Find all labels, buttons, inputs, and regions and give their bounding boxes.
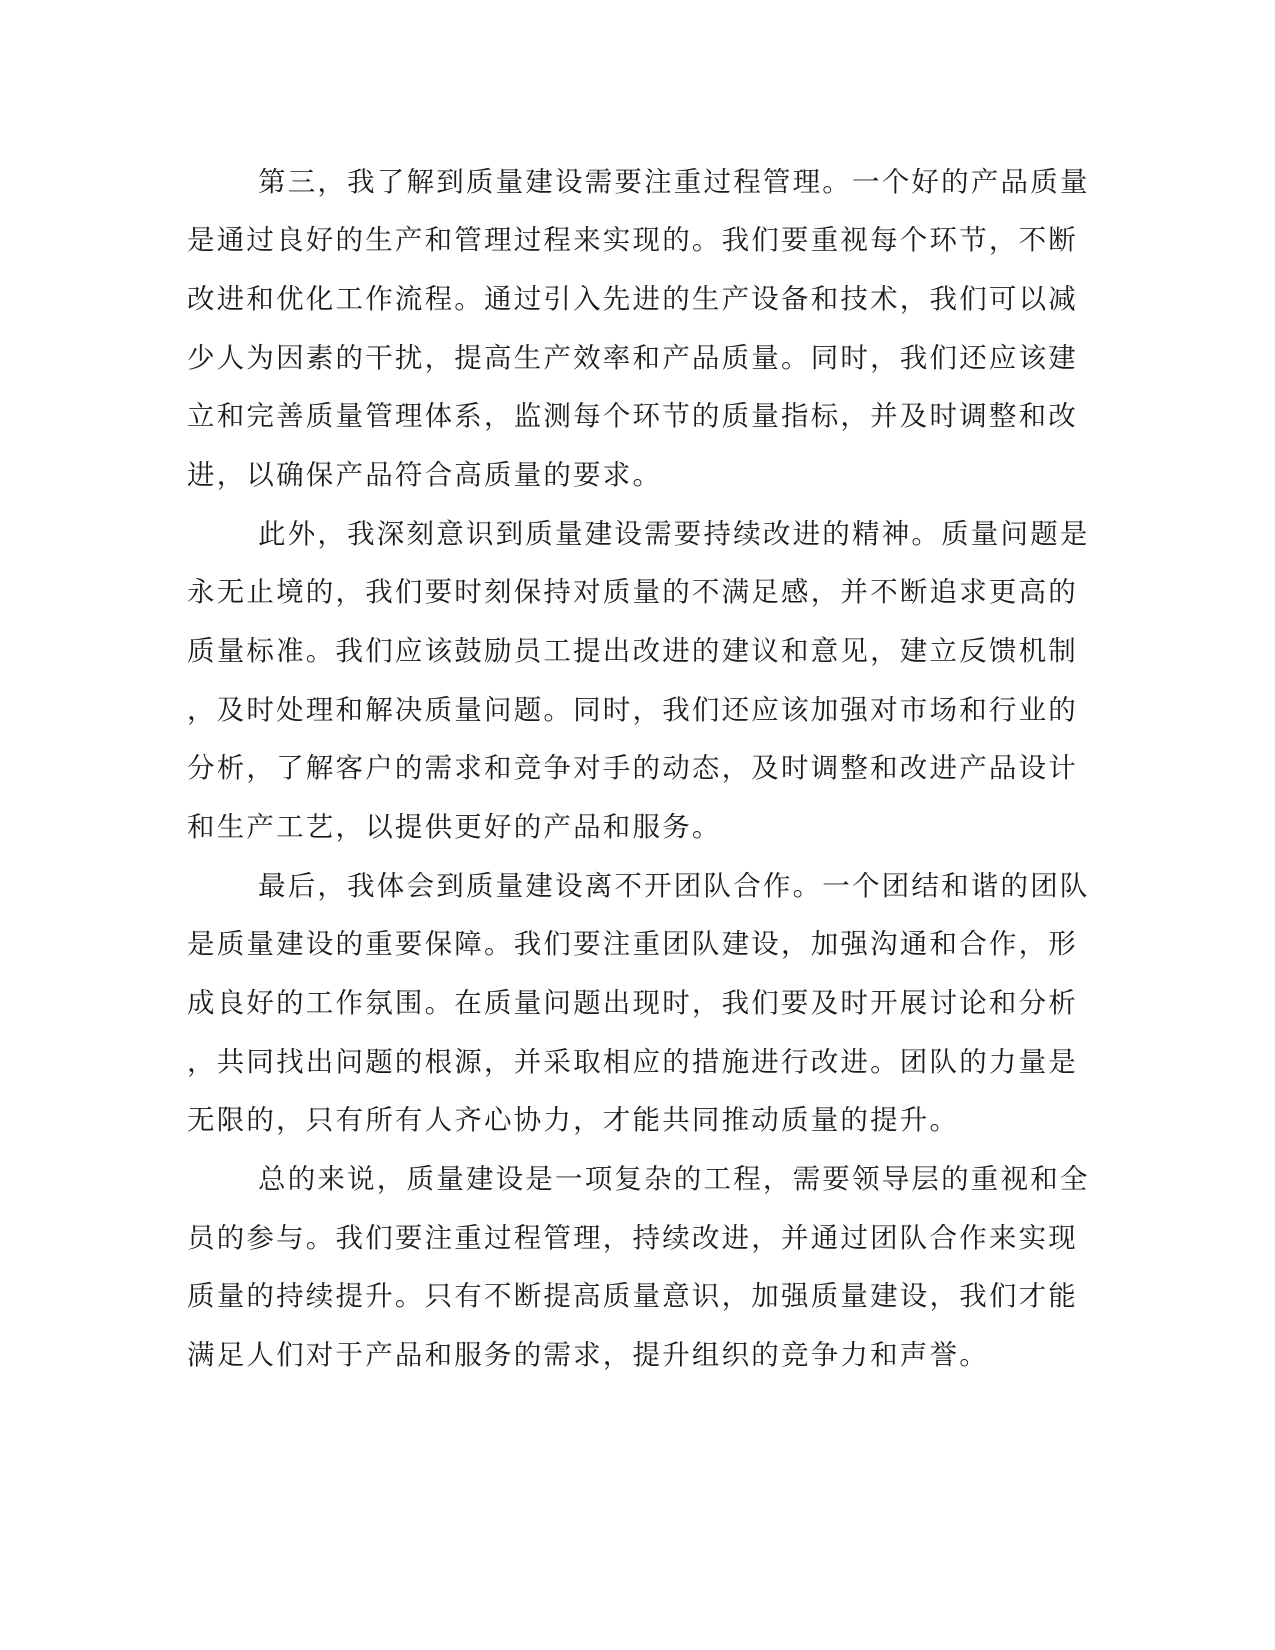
paragraph-2-line-4: ，及时处理和解决质量问题。同时，我们还应该加强对市场和行业的: [187, 694, 1078, 726]
paragraph-3-line-4: ，共同找出问题的根源，并采取相应的措施进行改进。团队的力量是: [187, 1046, 1078, 1078]
paragraph-1-line-5: 立和完善质量管理体系，监测每个环节的质量指标，并及时调整和改: [187, 400, 1078, 432]
paragraph-1-line-4: 少人为因素的干扰，提高生产效率和产品质量。同时，我们还应该建: [187, 342, 1078, 374]
paragraph-1-line-2: 是通过良好的生产和管理过程来实现的。我们要重视每个环节，不断: [187, 224, 1078, 256]
paragraph-1-line-3: 改进和优化工作流程。通过引入先进的生产设备和技术，我们可以减: [187, 283, 1078, 315]
paragraph-3-line-1: 最后，我体会到质量建设离不开团队合作。一个团结和谐的团队: [258, 870, 1090, 902]
paragraph-1-line-1: 第三，我了解到质量建设需要注重过程管理。一个好的产品质量: [258, 166, 1090, 198]
paragraph-3-line-3: 成良好的工作氛围。在质量问题出现时，我们要及时开展讨论和分析: [187, 987, 1078, 1019]
paragraph-1-line-6: 进，以确保产品符合高质量的要求。: [187, 459, 663, 491]
paragraph-2-line-1: 此外，我深刻意识到质量建设需要持续改进的精神。质量问题是: [258, 518, 1090, 550]
paragraph-4-line-1: 总的来说，质量建设是一项复杂的工程，需要领导层的重视和全: [258, 1163, 1090, 1195]
paragraph-2-line-5: 分析，了解客户的需求和竞争对手的动态，及时调整和改进产品设计: [187, 752, 1078, 784]
paragraph-3-line-5: 无限的，只有所有人齐心协力，才能共同推动质量的提升。: [187, 1104, 960, 1136]
paragraph-4-line-4: 满足人们对于产品和服务的需求，提升组织的竞争力和声誉。: [187, 1339, 989, 1371]
paragraph-2-line-6: 和生产工艺，以提供更好的产品和服务。: [187, 811, 722, 843]
paragraph-2-line-3: 质量标准。我们应该鼓励员工提出改进的建议和意见，建立反馈机制: [187, 635, 1078, 667]
paragraph-4-line-2: 员的参与。我们要注重过程管理，持续改进，并通过团队合作来实现: [187, 1222, 1078, 1254]
paragraph-3-line-2: 是质量建设的重要保障。我们要注重团队建设，加强沟通和合作，形: [187, 928, 1078, 960]
paragraph-4-line-3: 质量的持续提升。只有不断提高质量意识，加强质量建设，我们才能: [187, 1280, 1078, 1312]
paragraph-2-line-2: 永无止境的，我们要时刻保持对质量的不满足感，并不断追求更高的: [187, 576, 1078, 608]
